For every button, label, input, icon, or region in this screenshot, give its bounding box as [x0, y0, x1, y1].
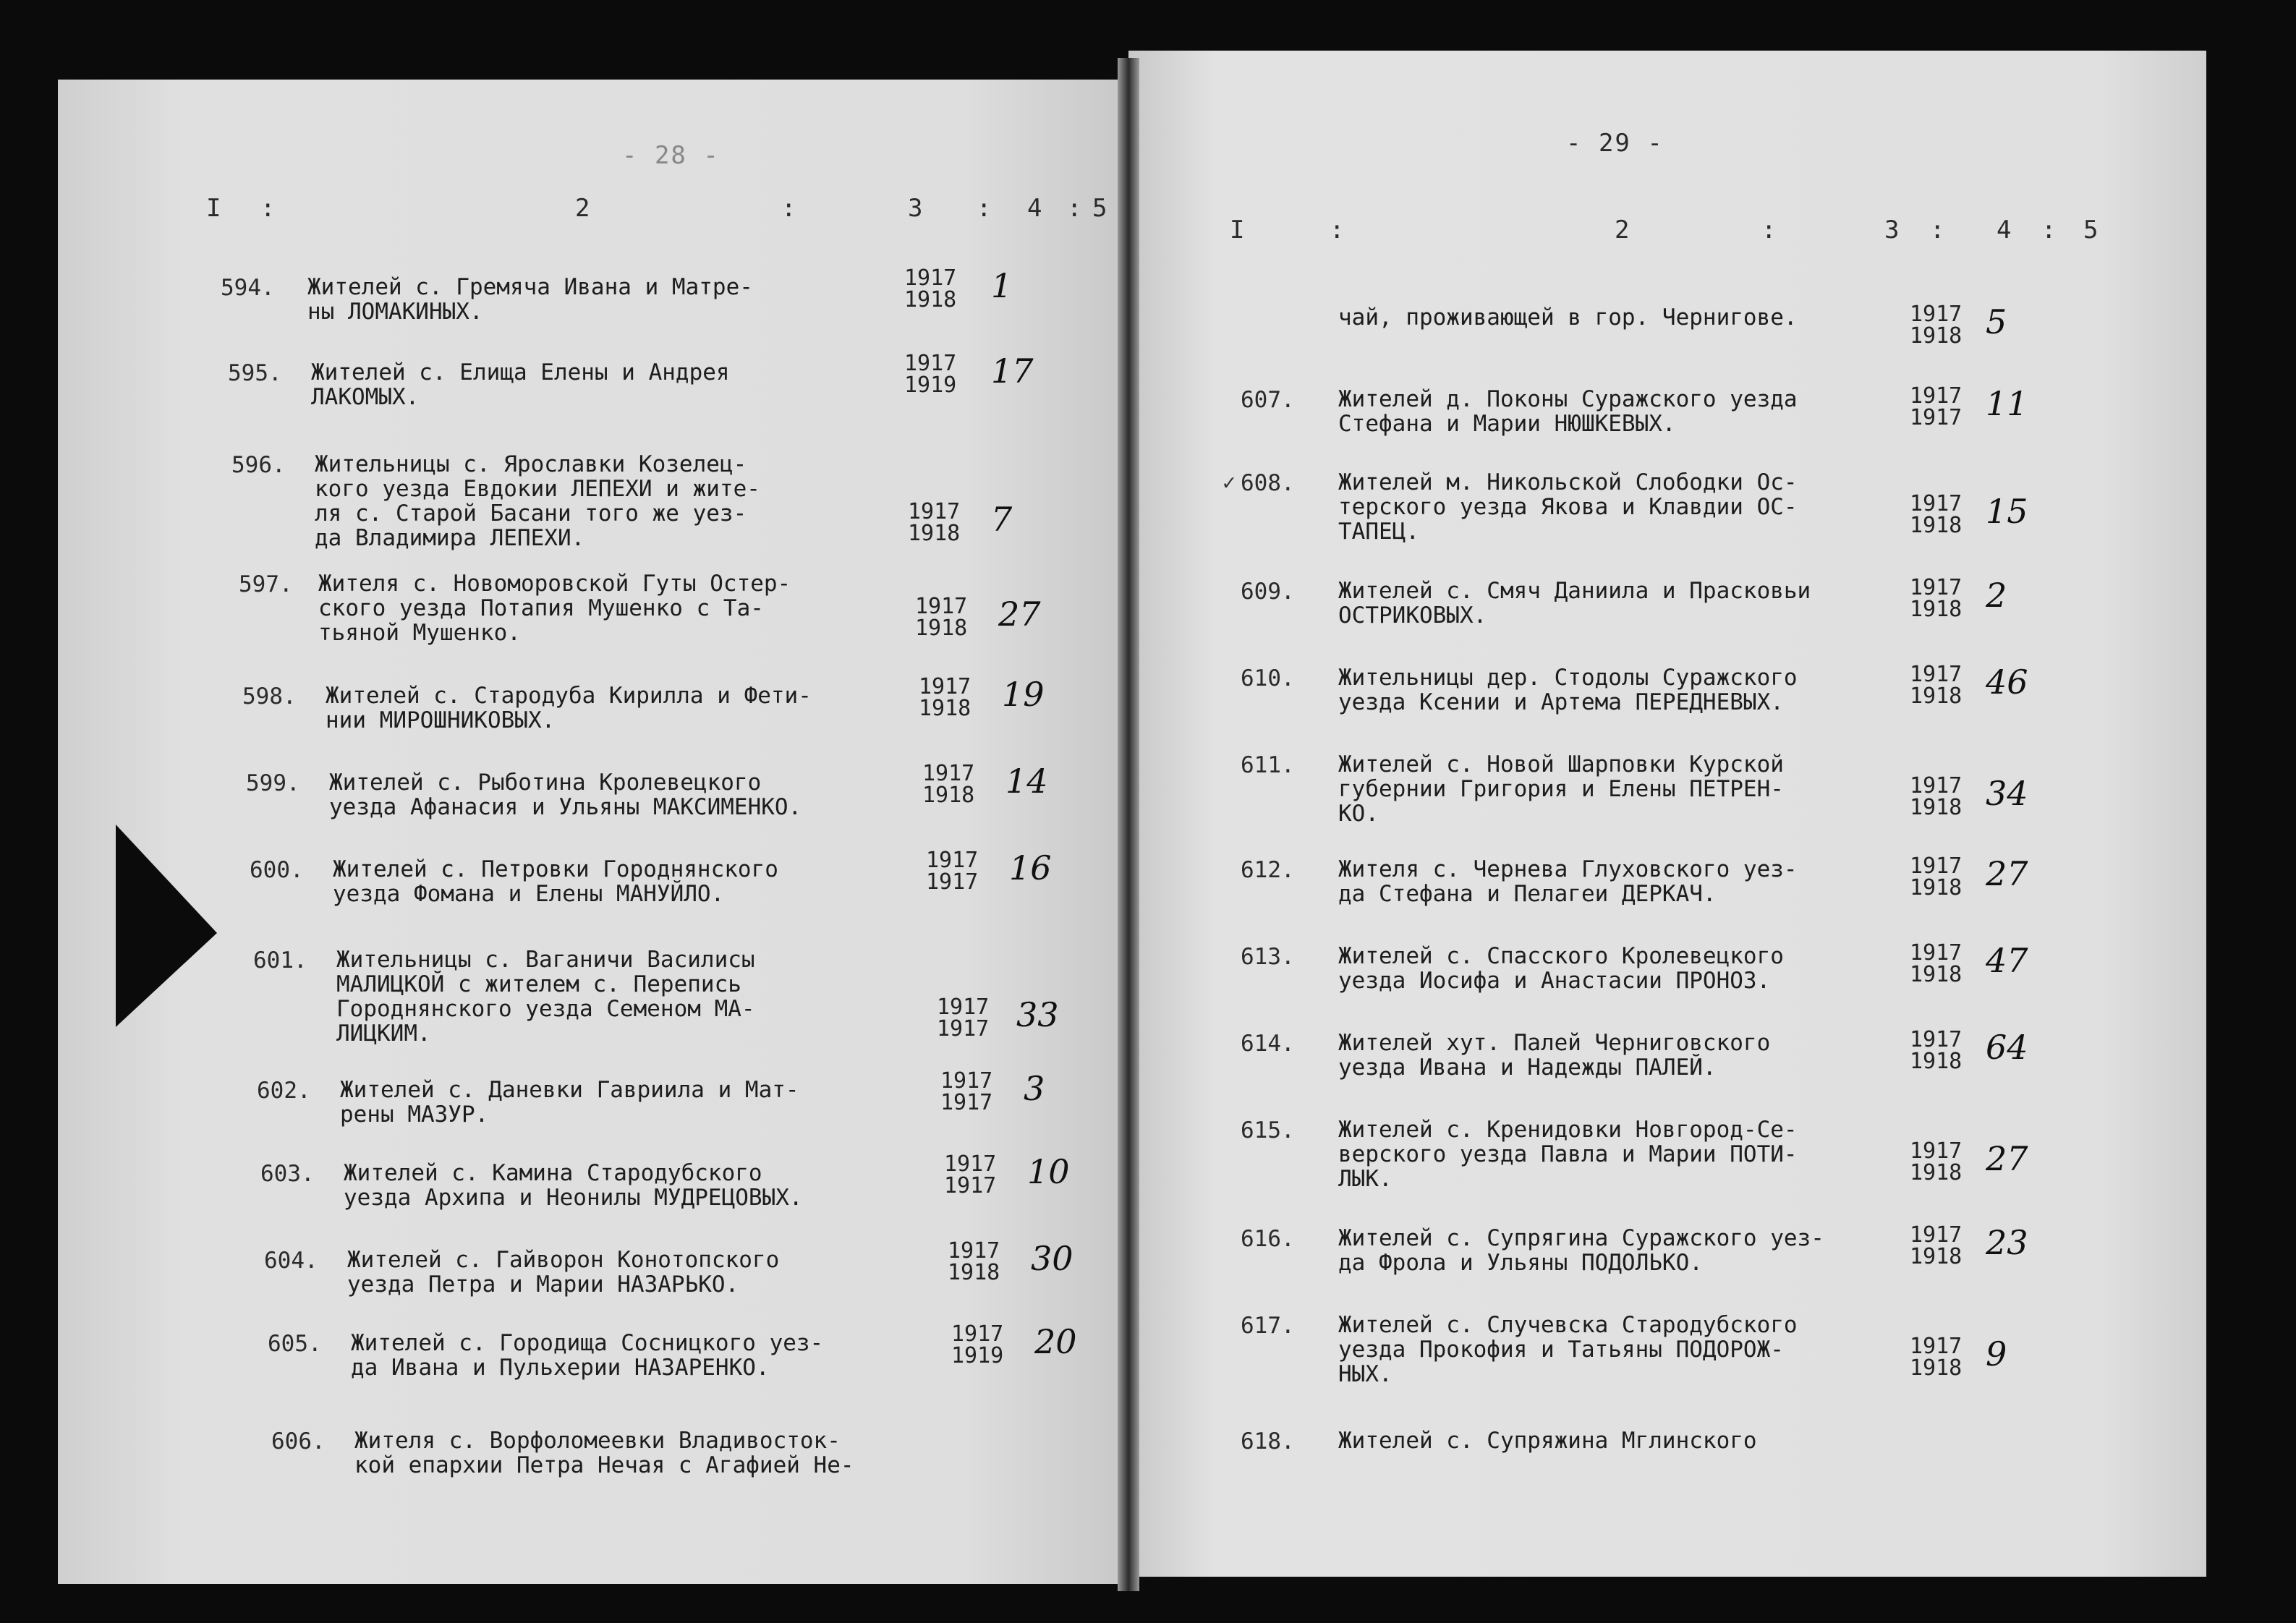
entry-count: 27 — [1986, 1139, 2028, 1178]
entry-count: 5 — [1986, 302, 2007, 341]
entry-number: 605. — [268, 1331, 322, 1357]
entry-number: 595. — [228, 360, 282, 386]
entry-years: 1917 1918 — [948, 1238, 1000, 1285]
entry-years: 1917 1917 — [940, 1068, 993, 1115]
entry-text: Жителей с. Городища Сосницкого уез- да Ивана и Пульхерии НАЗАРЕНКО. — [351, 1330, 824, 1381]
entry-years: 1917 1919 — [904, 351, 957, 398]
entry-text: Жителей м. Никольской Слободки Ос- терского уезда Якова и Клавдии ОС- ТАПЕЦ. — [1338, 469, 1798, 545]
entry-years: 1917 1918 — [1910, 1222, 1963, 1269]
entry-years: 1917 1918 — [1910, 853, 1963, 900]
right-page-number: - 29 - — [1566, 129, 1664, 158]
entry-count: 9 — [1986, 1334, 2007, 1373]
entry-text: Жителя с. Чернева Глуховского уез- да Стефана и Пелагеи ДЕРКАЧ. — [1338, 856, 1798, 907]
entry-count: 7 — [991, 500, 1013, 539]
entry-text: Жителей с. Елища Елены и Андрея ЛАКОМЫХ. — [311, 359, 730, 410]
entry-text: Жителей с. Гайворон Конотопского уезда Петра и Марии НАЗАРЬКО. — [347, 1247, 780, 1298]
entry-number: 611. — [1241, 752, 1295, 778]
entry-years: 1917 1917 — [937, 994, 990, 1041]
entry-text: Жителей с. Супряжина Мглинского — [1338, 1428, 1757, 1454]
entry-text: Жителей д. Поконы Суражского уезда Стефана и Марии НЮШКЕВЫХ. — [1338, 386, 1798, 437]
entry-count: 27 — [1986, 854, 2028, 893]
entry-number: 597. — [239, 571, 293, 597]
entry-years: 1917 1917 — [1910, 383, 1963, 430]
entry-text: чай, проживающей в гор. Чернигове. — [1338, 304, 1798, 331]
entry-years: 1917 1918 — [1910, 302, 1963, 349]
entry-count: 47 — [1986, 941, 2028, 980]
entry-text: Жителей с. Гремяча Ивана и Матре- ны ЛОМАКИНЫХ. — [307, 274, 753, 325]
entry-text: Жителей с. Стародуба Кирилла и Фети- нии МИРОШНИКОВЫХ. — [326, 683, 812, 733]
entry-number: 616. — [1241, 1226, 1295, 1252]
entry-text: Жительницы с. Ярославки Козелец- кого уезда Евдокии ЛЕПЕХИ и жите- ля с. Старой Басани того же уез- да Владимира ЛЕПЕХИ. — [315, 451, 760, 551]
entry-number: 613. — [1241, 944, 1295, 970]
entry-number: 610. — [1241, 665, 1295, 691]
right-column-header: : — [1761, 216, 1777, 244]
entry-count: 11 — [1986, 384, 2028, 423]
entry-text: Жителей с. Кренидовки Новгород-Се- верского уезда Павла и Марии ПОТИ- ЛЫК. — [1338, 1117, 1798, 1192]
entry-number: 612. — [1241, 857, 1295, 883]
check-mark: ✓ — [1223, 470, 1236, 495]
book-spine — [1118, 58, 1139, 1591]
entry-number: 600. — [250, 857, 304, 883]
entry-years: 1917 1918 — [904, 265, 957, 312]
entry-years: 1917 1918 — [915, 594, 968, 641]
entry-years: 1917 1918 — [1910, 575, 1963, 622]
entry-count: 16 — [1009, 848, 1052, 887]
entry-text: Жителя с. Новоморовской Гуты Остер- ского уезда Потапия Мушенко с Та- тьяной Мушенко. — [318, 571, 791, 646]
entry-count: 1 — [991, 266, 1013, 305]
entry-text: Жителей с. Камина Стародубского уезда Архипа и Неонилы МУДРЕЦОВЫХ. — [344, 1160, 803, 1211]
entry-years: 1917 1919 — [951, 1321, 1004, 1368]
entry-count: 15 — [1986, 492, 2028, 531]
entry-count: 23 — [1986, 1223, 2028, 1262]
entry-years: 1917 1918 — [922, 761, 975, 808]
entry-number: 617. — [1241, 1313, 1295, 1339]
right-column-header: : — [2041, 216, 2057, 244]
entry-count: 17 — [991, 352, 1034, 391]
entry-years: 1917 1918 — [1910, 662, 1963, 709]
entry-text: Жителей с. Новой Шарповки Курской губернии Григория и Елены ПЕТРЕН- КО. — [1338, 751, 1784, 827]
entry-count: 20 — [1034, 1322, 1077, 1361]
entry-years: 1917 1918 — [1910, 773, 1963, 820]
entry-number: 598. — [242, 683, 297, 710]
entry-years: 1917 1918 — [908, 499, 961, 546]
entry-text: Жителя с. Ворфоломеевки Владивосток- кой епархии Петра Нечая с Агафией Не- — [354, 1428, 854, 1478]
entry-years: 1917 1918 — [1910, 491, 1963, 538]
entry-years: 1917 1918 — [1910, 1027, 1963, 1074]
entry-number: 594. — [221, 275, 275, 301]
entry-text: Жителей с. Смяч Даниила и Прасковьи ОСТРИКОВЫХ. — [1338, 578, 1811, 629]
left-column-header: 5 — [1092, 194, 1107, 223]
entry-count: 46 — [1986, 663, 2028, 702]
left-column-header: 2 — [575, 194, 590, 223]
entry-count: 27 — [998, 595, 1041, 634]
entry-count: 3 — [1024, 1069, 1045, 1108]
right-column-header: : — [1330, 216, 1345, 244]
entry-text: Жительницы с. Ваганичи Василисы МАЛИЦКОЙ с жителем с. Перепись Городнянского уезда Семеном МА- ЛИЦКИМ. — [336, 947, 755, 1047]
left-column-header: : — [781, 194, 796, 223]
right-column-header: 4 — [1997, 216, 2012, 244]
entry-text: Жителей хут. Палей Черниговского уезда Ивана и Надежды ПАЛЕЙ. — [1338, 1030, 1771, 1081]
entry-count: 34 — [1986, 774, 2028, 813]
entry-years: 1917 1918 — [919, 674, 971, 721]
entry-number: 599. — [246, 770, 300, 796]
entry-text: Жителей с. Супрягина Суражского уез- да Фрола и Ульяны ПОДОЛЬКО. — [1338, 1225, 1824, 1276]
entry-text: Жителей с. Даневки Гавриила и Мат- рены МАЗУР. — [340, 1077, 799, 1128]
left-column-header: : — [977, 194, 992, 223]
entry-text: Жительницы дер. Стодолы Суражского уезда Ксении и Артема ПЕРЕДНЕВЫХ. — [1338, 665, 1798, 715]
entry-number: 615. — [1241, 1117, 1295, 1143]
entry-number: 609. — [1241, 579, 1295, 605]
entry-number: 606. — [271, 1428, 326, 1454]
right-column-header: 3 — [1884, 216, 1900, 244]
right-column-header: : — [1930, 216, 1945, 244]
entry-number: 618. — [1241, 1428, 1295, 1454]
entry-number: 596. — [231, 452, 286, 478]
right-column-header: I — [1230, 216, 1245, 244]
entry-number: 604. — [264, 1248, 318, 1274]
entry-years: 1917 1917 — [926, 848, 979, 895]
entry-count: 14 — [1005, 762, 1048, 801]
entry-number: 601. — [253, 947, 307, 974]
entry-count: 30 — [1031, 1239, 1073, 1278]
entry-number: 603. — [260, 1161, 315, 1187]
torn-edge — [116, 825, 217, 1027]
entry-number: 607. — [1241, 387, 1295, 413]
left-column-header: 3 — [908, 194, 923, 223]
left-column-header: I — [206, 194, 221, 223]
entry-years: 1917 1918 — [1910, 1334, 1963, 1381]
left-column-header: : — [1067, 194, 1082, 223]
entry-text: Жителей с. Петровки Городнянского уезда Фомана и Елены МАНУЙЛО. — [333, 856, 778, 907]
entry-count: 10 — [1027, 1152, 1070, 1191]
entry-text: Жителей с. Спасского Кролевецкого уезда Иосифа и Анастасии ПРОНОЗ. — [1338, 943, 1784, 994]
entry-text: Жителей с. Случевска Стародубского уезда Прокофия и Татьяны ПОДОРОЖ- НЫХ. — [1338, 1312, 1798, 1387]
entry-number: 608. — [1241, 470, 1295, 496]
entry-years: 1917 1917 — [944, 1151, 997, 1198]
entry-years: 1917 1918 — [1910, 1138, 1963, 1185]
entry-count: 2 — [1986, 576, 2007, 615]
entry-count: 33 — [1016, 995, 1059, 1034]
right-column-header: 2 — [1615, 216, 1630, 244]
left-page-number: - 28 - — [622, 141, 720, 170]
left-column-header: : — [260, 194, 276, 223]
entry-number: 602. — [257, 1078, 311, 1104]
entry-number: 614. — [1241, 1031, 1295, 1057]
entry-count: 64 — [1986, 1028, 2028, 1067]
entry-years: 1917 1918 — [1910, 940, 1963, 987]
entry-text: Жителей с. Рыботина Кролевецкого уезда Афанасия и Ульяны МАКСИМЕНКО. — [329, 770, 802, 820]
entry-count: 19 — [1002, 675, 1045, 714]
left-column-header: 4 — [1027, 194, 1042, 223]
right-column-header: 5 — [2083, 216, 2099, 244]
